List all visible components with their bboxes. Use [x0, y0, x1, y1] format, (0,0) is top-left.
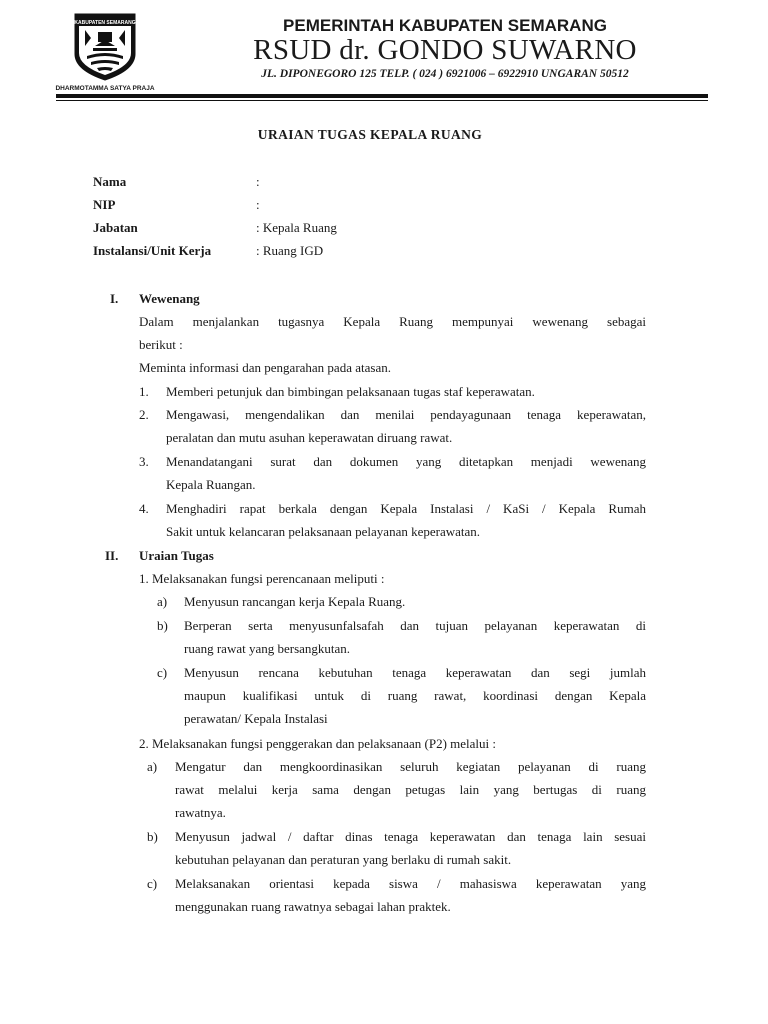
duty-2c-line1: Melaksanakan orientasi kepada siswa / mahasiswa keperawatan yang [175, 876, 646, 891]
field-label-nama: Nama [93, 174, 127, 189]
duty-1b-line2: ruang rawat yang bersangkutan. [184, 641, 351, 656]
authority-3-line1: Menandatangani surat dan dokumen yang ditetapkan menjadi wewenang [166, 454, 646, 469]
authority-2-number: 2. [139, 407, 149, 422]
duty-2c-line2: menggunakan ruang rawatnya sebagai lahan praktek. [175, 899, 451, 914]
authority-3-number: 3. [139, 454, 149, 469]
field-label-jabatan: Jabatan [93, 220, 138, 235]
field-label-instalasi: Instalansi/Unit Kerja [93, 243, 212, 258]
duty-2a-line3: rawatnya. [175, 805, 226, 820]
section1-intro-line2: berikut : [139, 337, 183, 352]
authority-4-line2: Sakit untuk kelancaran pelaksanaan pelayanan keperawatan. [166, 524, 481, 539]
authority-3-line2: Kepala Ruangan. [166, 477, 256, 492]
section1-heading: Wewenang [139, 291, 200, 306]
authority-2-line1: Mengawasi, mengendalikan dan menilai pendayagunaan tenaga keperawatan, [166, 407, 646, 422]
field-value-jabatan: : Kepala Ruang [256, 220, 337, 235]
letterhead-rule-thin [56, 100, 708, 101]
field-label-nip: NIP [93, 197, 116, 212]
section2-number: II. [105, 548, 119, 563]
duty-2b-line1: Menyusun jadwal / daftar dinas tenaga keperawatan dan tenaga lain sesuai [175, 829, 646, 844]
authority-4-line1: Menghadiri rapat berkala dengan Kepala Instalasi / KaSi / Kepala Rumah [166, 501, 646, 516]
duty-1c-line1: Menyusun rencana kebutuhan tenaga keperawatan dan segi jumlah [184, 665, 646, 680]
hospital-name: RSUD dr. GONDO SUWARNO [253, 34, 637, 66]
letterhead-rule-thick [56, 94, 708, 98]
authority-4-number: 4. [139, 501, 149, 516]
authority-1-text: Memberi petunjuk dan bimbingan pelaksanaan tugas staf keperawatan. [166, 384, 535, 399]
section1-number: I. [110, 291, 119, 306]
duty-2b-letter: b) [147, 829, 158, 844]
field-value-instalasi: : Ruang IGD [256, 243, 324, 258]
duty-1c-letter: c) [157, 665, 168, 680]
government-name: PEMERINTAH KABUPATEN SEMARANG [283, 16, 607, 35]
emblem-motto: DHARMOTAMMA SATYA PRAJA [55, 85, 155, 92]
duty-1a-text: Menyusun rancangan kerja Kepala Ruang. [184, 594, 406, 609]
duty-1c-line2: maupun kualifikasi untuk di ruang rawat, koordinasi dengan Kepala [184, 688, 646, 703]
duty-1c-line3: perawatan/ Kepala Instalasi [184, 711, 328, 726]
document-title: URAIAN TUGAS KEPALA RUANG [257, 127, 483, 142]
duty-2a-letter: a) [147, 759, 158, 774]
duty-2a-line2: rawat melalui kerja sama dengan petugas lain yang bertugas di ruang [175, 782, 646, 797]
field-value-nip: : [256, 197, 260, 212]
duty-1b-line1: Berperan serta menyusunfalsafah dan tujuan pelayanan keperawatan di [184, 618, 646, 633]
duty-2-heading: 2. Melaksanakan fungsi penggerakan dan pelaksanaan (P2) melalui : [139, 736, 497, 751]
section2-heading: Uraian Tugas [139, 548, 214, 563]
duty-2c-letter: c) [147, 876, 158, 891]
duty-1a-letter: a) [157, 594, 168, 609]
duty-2b-line2: kebutuhan pelayanan dan peraturan yang berlaku di rumah sakit. [175, 852, 512, 867]
duty-1-heading: 1. Melaksanakan fungsi perencanaan meliputi : [139, 571, 385, 586]
authority-2-line2: peralatan dan mutu asuhan keperawatan diruang rawat. [166, 430, 453, 445]
hospital-address: JL. DIPONEGORO 125 TELP. ( 024 ) 6921006 – 6922910 UNGARAN 50512 [261, 68, 629, 80]
section1-intro-line3: Meminta informasi dan pengarahan pada atasan. [139, 360, 391, 375]
duty-2a-line1: Mengatur dan mengkoordinasikan seluruh kegiatan pelayanan di ruang [175, 759, 646, 774]
authority-1-number: 1. [139, 384, 149, 399]
duty-1b-letter: b) [157, 618, 168, 633]
kabupaten-semarang-emblem [71, 12, 139, 82]
section1-intro-line1: Dalam menjalankan tugasnya Kepala Ruang mempunyai wewenang sebagai [139, 314, 646, 329]
emblem-text: KABUPATEN SEMARANG [74, 20, 136, 26]
field-value-nama: : [256, 174, 260, 189]
